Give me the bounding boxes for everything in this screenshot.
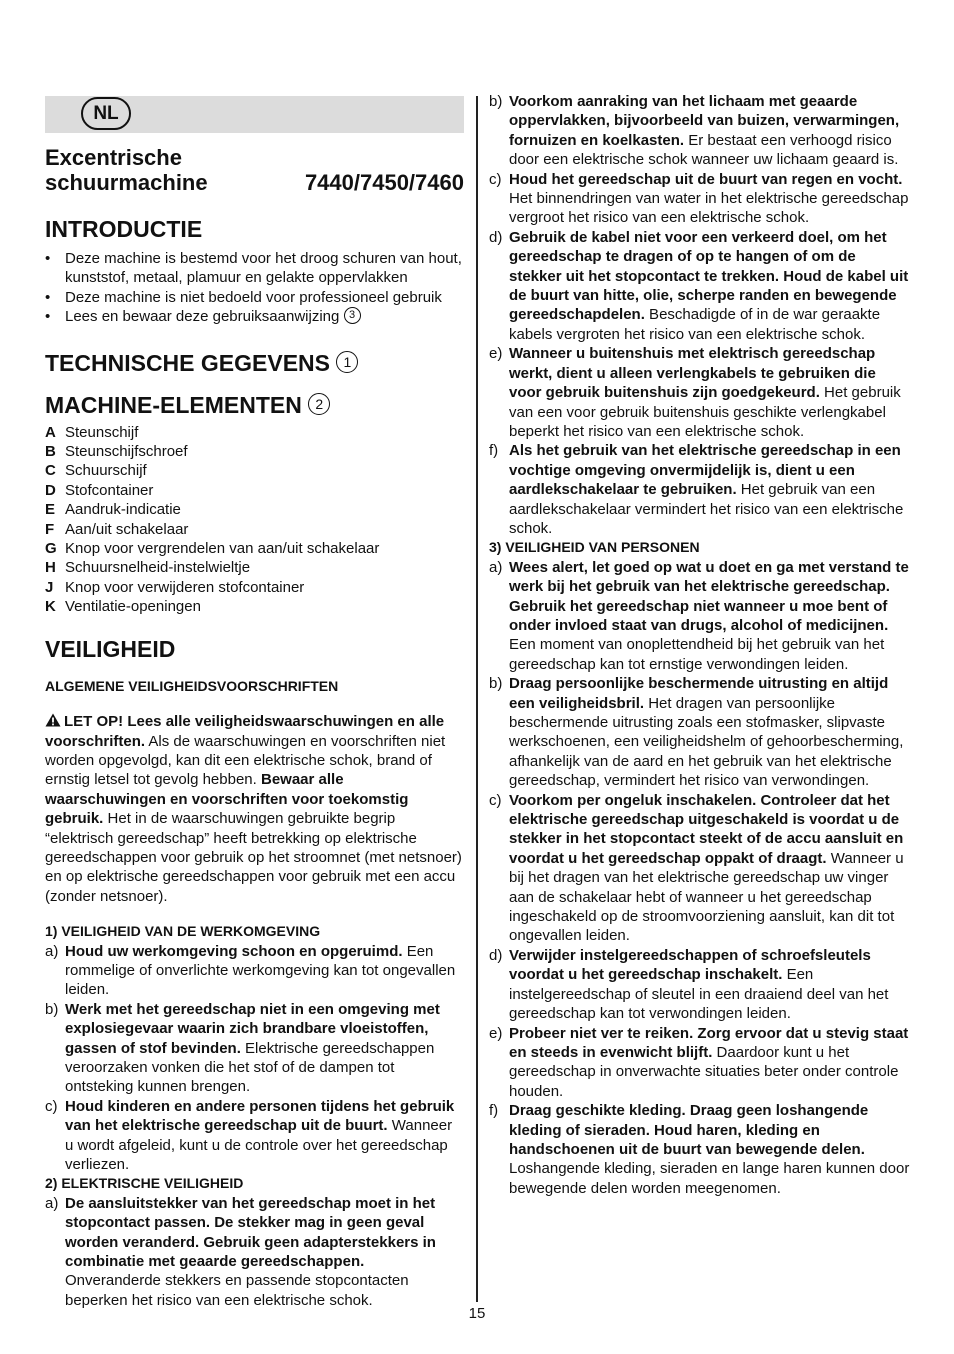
page-title: [45, 145, 464, 195]
list-item: G Knop voor vergrendelen van aan/uit schakelaar: [45, 540, 380, 558]
list-item: • Deze machine is niet bedoeld voor professioneel gebruik: [45, 288, 464, 307]
elements-heading: MACHINE-ELEMENTEN 2: [45, 391, 464, 419]
section-2-list-b: [489, 92, 911, 538]
list-item: F Aan/uit schakelaar: [45, 520, 189, 538]
list-item: f) Draag geschikte kleding. Draag geen loshangende kleding of sieraden. Houd haren, kleding en handschoenen uit de buurt van bewegende delen. Loshangende kleding, sieraden en lange haren kunnen door bewegende delen worden meegenomen.: [489, 1102, 910, 1197]
list-item: A Steunschijf: [45, 423, 139, 441]
list-item: B Steunschijfschroef: [45, 443, 188, 461]
intro-bullet-list: [45, 249, 464, 327]
list-item: a) Houd uw werkomgeving schoon en opgeruimd. Een rommelige of onverlichte werkomgeving kan tot ongevallen leiden.: [45, 942, 456, 999]
list-item: d) Gebruik de kabel niet voor een verkeerd doel, om het gereedschap te dragen of op te hangen of om de stekker uit het stopcontact te trekken. Houd de kabel uit de buurt van hitte, olie, scherpe randen en bewegende gereedschapdelen. Beschadigde of in de war geraakte kabels vergroten het risico van een elektrische schok.: [489, 228, 909, 343]
column-divider: [476, 96, 478, 1302]
safety-heading: VEILIGHEID: [45, 635, 176, 662]
list-item: D Stofcontainer: [45, 481, 154, 499]
list-item: a) Wees alert, let goed op wat u doet en ga met verstand te werk bij het gebruik van het elektrische gereedschap. Gebruik het gereedschap niet wanneer u moe bent of onder invloed staat van drugs, alcohol of medicijnen. Een moment van onoplettendheid bij het gebruik van het gereedschap kan tot ernstige verwondingen leiden.: [489, 558, 909, 673]
section-2-heading: 2) ELEKTRISCHE VEILIGHEID: [45, 1175, 244, 1192]
list-item: b) Draag persoonlijke beschermende uitrusting en altijd een veiligheidsbril. Het dragen van persoonlijke beschermende uitrusting zoals een stofmasker, slipvaste werkschoenen, een veiligheidshelm of gehoorbescherming, afhankelijk van de aard en het gebruik van het elektrische gereedschap, vermindert het risico van verwondingen.: [489, 675, 904, 790]
section-3-list: [489, 558, 911, 1198]
right-column: [489, 92, 911, 1198]
list-item: K Ventilatie-openingen: [45, 598, 201, 616]
tech-heading: TECHNISCHE GEGEVENS 1: [45, 349, 464, 377]
list-item: E Aandruk-indicatie: [45, 501, 181, 519]
figure-ref-icon: 2: [308, 393, 330, 415]
list-item: e) Wanneer u buitenshuis met elektrisch gereedschap werkt, dient u alleen verlengkabels te gebruiken die voor gebruik buitenshuis zijn goedgekeurd. Het gebruik van een voor gebruik buitenshuis geschikte verlengkabel beperkt het risico van een elektrische schok.: [489, 345, 901, 440]
warning-icon: [45, 713, 61, 727]
list-item: H Schuursnelheid-instelwieltje: [45, 559, 251, 577]
language-bar: [45, 96, 464, 133]
list-item: c) Houd kinderen en andere personen tijdens het gebruik van het elektrische gereedschap uit de buurt. Wanneer u wordt afgeleid, kunt u de controle over het gereedschap verliezen.: [45, 1097, 455, 1174]
list-item: d) Verwijder instelgereedschappen of schroefsleutels voordat u het gereedschap inschakelt. Een instelgereedschap of sleutel in een draaiend deel van het gereedschap kan tot verwondingen leiden.: [489, 946, 889, 1023]
figure-ref-icon: 3: [344, 307, 361, 324]
list-item: C Schuurschijf: [45, 462, 147, 480]
general-safety-heading: ALGEMENE VEILIGHEIDSVOORSCHRIFTEN: [45, 677, 339, 694]
list-item: c) Houd het gereedschap uit de buurt van regen en vocht. Het binnendringen van water in het elektrische gereedschap vergroot het risico van een elektrische schok.: [489, 170, 909, 227]
section-2-list-a: [45, 1194, 464, 1310]
list-item: f) Als het gebruik van het elektrische gereedschap in een vochtige omgeving onvermijdelijk is, dient u een aardlekschakelaar te gebruiken. Het gebruik van een aardlekschakelaar vermindert het risico van een elektrische schok.: [489, 442, 904, 537]
title-line-1: Excentrische: [45, 145, 182, 170]
list-item: a) De aansluitstekker van het gereedschap moet in het stopcontact passen. De stekker mag in geen geval worden veranderd. Gebruik geen adapterstekkers in combinatie met geaarde gereedschappen. Onveranderde stekkers en passende stopcontacten beperken het risico van een elektrische schok.: [45, 1194, 436, 1309]
list-item: • Deze machine is bestemd voor het droog schuren van hout, kunststof, metaal, plamuur en gelakte oppervlakken: [45, 249, 464, 288]
section-3-heading: 3) VEILIGHEID VAN PERSONEN: [489, 539, 700, 556]
page-number: 15: [468, 1305, 486, 1322]
warning-paragraph: LET OP! Lees alle veiligheidswaarschuwingen en alle voorschriften. Als de waarschuwingen en voorschriften niet worden opgevolgd, kan dit een elektrische schok, brand of ernstig letsel tot gevolg hebben. Bewaar alle waarschuwingen en voorschriften voor toekomstig gebruik. Het in de waarschuwingen gebruikte begrip “elektrisch gereedschap” heeft betrekking op elektrische gereedschappen voor gebruik op het stroomnet (met netsnoer) en op elektrische gereedschappen voor gebruik met een accu (zonder netsnoer).: [45, 713, 462, 905]
title-line-2: schuurmachine: [45, 170, 208, 195]
figure-ref-icon: 1: [336, 351, 358, 373]
list-item: b) Werk met het gereedschap niet in een omgeving met explosiegevaar waarin zich brandbare vloeistoffen, gassen of stof bevinden. Elektrische gereedschappen veroorzaken vonken die het stof of de dampen tot ontsteking kunnen brengen.: [45, 1000, 440, 1096]
language-badge: NL: [81, 97, 131, 130]
intro-heading: INTRODUCTIE: [45, 216, 203, 242]
list-item: • Lees en bewaar deze gebruiksaanwijzing 3: [45, 307, 464, 326]
model-numbers: 7440/7450/7460: [304, 170, 464, 195]
section-1-list: [45, 942, 464, 1175]
elements-list: [45, 423, 464, 617]
list-item: J Knop voor verwijderen stofcontainer: [45, 578, 305, 596]
list-item: e) Probeer niet ver te reiken. Zorg ervoor dat u stevig staat en steeds in evenwicht blijft. Daardoor kunt u het gereedschap in onverwachte situaties beter onder controle houden.: [489, 1024, 909, 1100]
left-column: [45, 96, 464, 1310]
list-item: b) Voorkom aanraking van het lichaam met geaarde oppervlakken, bijvoorbeeld van buizen, verwarmingen, fornuizen en koelkasten. Er bestaat een verhoogd risico door een elektrische schok wanneer uw lichaam geaard is.: [489, 93, 900, 169]
section-1-heading: 1) VEILIGHEID VAN DE WERKOMGEVING: [45, 923, 321, 940]
list-item: c) Voorkom per ongeluk inschakelen. Controleer dat het elektrische gereedschap uitgeschakeld is voordat u de stekker in het stopcontact steekt of de accu aansluit en voordat u het gereedschap oppakt of draagt. Wanneer u bij het dragen van het elektrische gereedschap uw vinger aan de schakelaar hebt of wanneer u het gereedschap ingeschakeld op de stroomvoorziening aansluit, kan dit tot ongevallen leiden.: [489, 791, 904, 945]
